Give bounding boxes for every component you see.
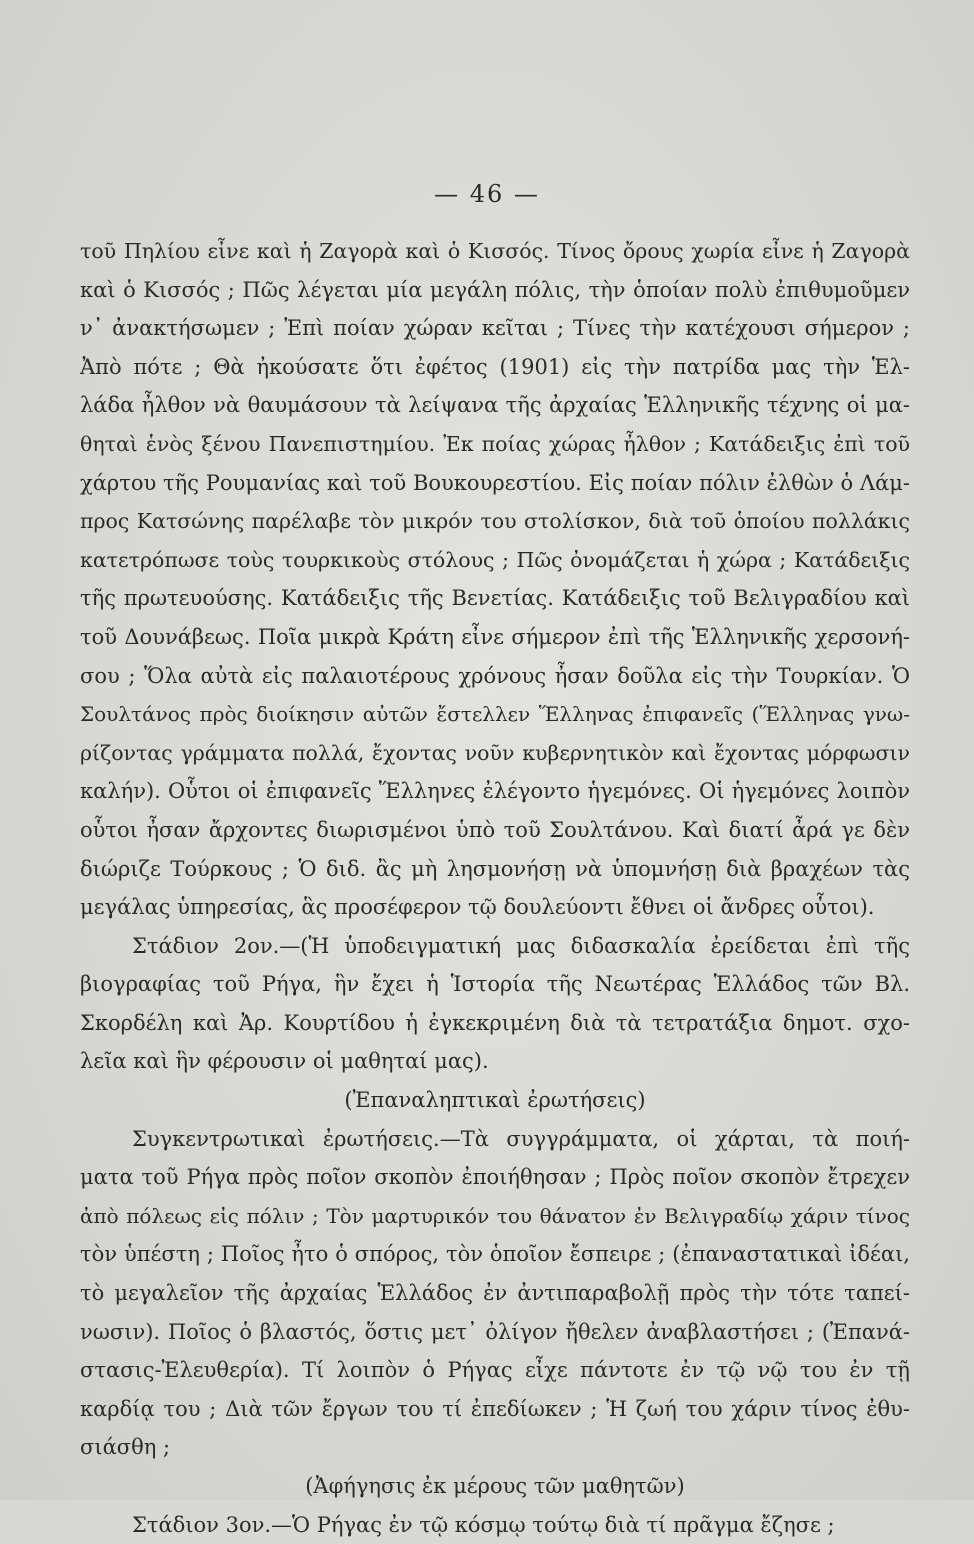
text-line: τὸν ὑπέστη ; Ποῖος ἦτο ὁ σπόρος, τὸν ὁποῖον ἔσπειρε ; (ἐπαναστατικαὶ ἰδέαι, [80, 1242, 910, 1267]
text-line: ἀπὸ πόλεως εἰς πόλιν ; Τὸν μαρτυρικόν του θάνατον ἐν Βελιγραδίῳ χάριν τίνος [80, 1203, 910, 1228]
text-line: καρδίᾳ του ; Διὰ τῶν ἔργων του τί ἐπεδίωκεν ; Ἡ ζωή του χάριν τίνος ἐθυ- [80, 1396, 910, 1421]
section-heading: (Ἐπαναληπτικαὶ ἐρωτήσεις) [344, 1088, 646, 1113]
text-line: τὸ μεγαλεῖον τῆς ἀρχαίας Ἑλλάδος ἐν ἀντιπαραβολῇ πρὸς τὴν τότε ταπεί- [80, 1281, 910, 1306]
text-line: οὗτοι ἦσαν ἄρχοντες διωρισμένοι ὑπὸ τοῦ Σουλτάνου. Καὶ διατί ἆρά γε δὲν [80, 817, 910, 842]
text-line: τῆς πρωτευούσης. Κατάδειξις τῆς Βενετίας. Κατάδειξις τοῦ Βελιγραδίου καὶ [80, 586, 910, 611]
text-line: νωσιν). Ποῖος ὁ βλαστός, ὅστις μετ᾽ ὀλίγον ἤθελεν ἀναβλαστήσει ; (Ἐπανά- [80, 1319, 910, 1344]
text-line: μεγάλας ὑπηρεσίας, ἃς προσέφερον τῷ δουλεύοντι ἔθνει οἱ ἄνδρες οὗτοι). [80, 895, 875, 920]
text-line: προς Κατσώνης παρέλαβε τὸν μικρόν του στολίσκον, διὰ τοῦ ὁποίου πολλάκις [80, 509, 910, 534]
text-line: λάδα ἦλθον νὰ θαυμάσουν τὰ λείψανα τῆς ἀρχαίας Ἑλληνικῆς τέχνης οἱ μα- [80, 393, 910, 418]
text-line: στασις-Ἐλευθερία). Τί λοιπὸν ὁ Ρήγας εἶχε πάντοτε ἐν τῷ νῷ του ἐν τῇ [80, 1358, 910, 1383]
text-line: Ἀπὸ πότε ; Θὰ ἠκούσατε ὅτι ἐφέτος (1901) εἰς τὴν πατρίδα μας τὴν Ἑλ- [80, 354, 910, 379]
text-line: καλήν). Οὗτοι οἱ ἐπιφανεῖς Ἕλληνες ἐλέγοντο ἡγεμόνες. Οἱ ἡγεμόνες λοιπὸν [80, 779, 910, 804]
page-number: — 46 — [434, 180, 540, 208]
text-line: θηταὶ ἑνὸς ξένου Πανεπιστημίου. Ἐκ ποίας χώρας ἦλθον ; Κατάδειξις ἐπὶ τοῦ [80, 431, 910, 456]
text-line: ρίζοντας γράμματα πολλά, ἔχοντας νοῦν κυβερνητικὸν καὶ ἔχοντας μόρφωσιν [80, 740, 910, 765]
text-line: τοῦ Δουνάβεως. Ποῖα μικρὰ Κράτη εἶνε σήμερον ἐπὶ τῆς Ἑλληνικῆς χερσονή- [80, 624, 910, 649]
text-line: σου ; Ὅλα αὐτὰ εἰς παλαιοτέρους χρόνους ἦσαν δοῦλα εἰς τὴν Τουρκίαν. Ὁ [80, 663, 910, 688]
stage-heading-line: Στάδιον 3ον.—Ὁ Ρήγας ἐν τῷ κόσμῳ τούτῳ διὰ τί πρᾶγμα ἔζησε ; [132, 1512, 835, 1537]
text-line: χάρτου τῆς Ρουμανίας καὶ τοῦ Βουκουρεστίου. Εἰς ποίαν πόλιν ἐλθὼν ὁ Λάμ- [80, 470, 910, 495]
text-line: λεῖα καὶ ἣν φέρουσιν οἱ μαθηταί μας). [80, 1049, 489, 1074]
text-line: σιάσθη ; [80, 1435, 171, 1460]
text-line: βιογραφίας τοῦ Ρήγα, ἣν ἔχει ἡ Ἱστορία τῆς Νεωτέρας Ἑλλάδος τῶν Βλ. [80, 972, 910, 997]
text-line: τοῦ Πηλίου εἶνε καὶ ἡ Ζαγορὰ καὶ ὁ Κισσός. Τίνος ὄρους χωρία εἶνε ἡ Ζαγορὰ [80, 239, 910, 263]
section-heading: (Ἀφήγησις ἐκ μέρους τῶν μαθητῶν) [305, 1474, 685, 1498]
text-line: διώριζε Τούρκους ; Ὁ διδ. ἂς μὴ λησμονήσῃ νὰ ὑπομνήσῃ διὰ βραχέων τὰς [80, 856, 910, 881]
body-text [80, 232, 910, 1544]
text-line: ν᾽ ἀνακτήσωμεν ; Ἐπὶ ποίαν χώραν κεῖται ; Τίνες τὴν κατέχουσι σήμερον ; [80, 316, 910, 341]
text-line: Σκορδέλη καὶ Ἀρ. Κουρτίδου ἡ ἐγκεκριμένη διὰ τὰ τετρατάξια δημοτ. σχο- [80, 1010, 910, 1035]
text-line: ματα τοῦ Ρήγα πρὸς ποῖον σκοπὸν ἐποιήθησαν ; Πρὸς ποῖον σκοπὸν ἔτρεχεν [80, 1165, 910, 1190]
text-line: καὶ ὁ Κισσός ; Πῶς λέγεται μία μεγάλη πόλις, τὴν ὁποίαν πολὺ ἐπιθυμοῦμεν [80, 277, 910, 302]
text-line: Σουλτάνος πρὸς διοίκησιν αὐτῶν ἔστελλεν Ἕλληνας ἐπιφανεῖς (Ἕλληνας γνω- [80, 702, 910, 727]
stage-heading-line: Στάδιον 2ον.—(Ἡ ὑποδειγματική μας διδασκαλία ἐρείδεται ἐπὶ τῆς [132, 933, 910, 958]
text-line: κατετρόπωσε τοὺς τουρκικοὺς στόλους ; Πῶς ὀνομάζεται ἡ χώρα ; Κατάδειξις [80, 547, 910, 572]
text-line: Συγκεντρωτικαὶ ἐρωτήσεις.—Τὰ συγγράμματα, οἱ χάρται, τὰ ποιή- [132, 1126, 910, 1151]
